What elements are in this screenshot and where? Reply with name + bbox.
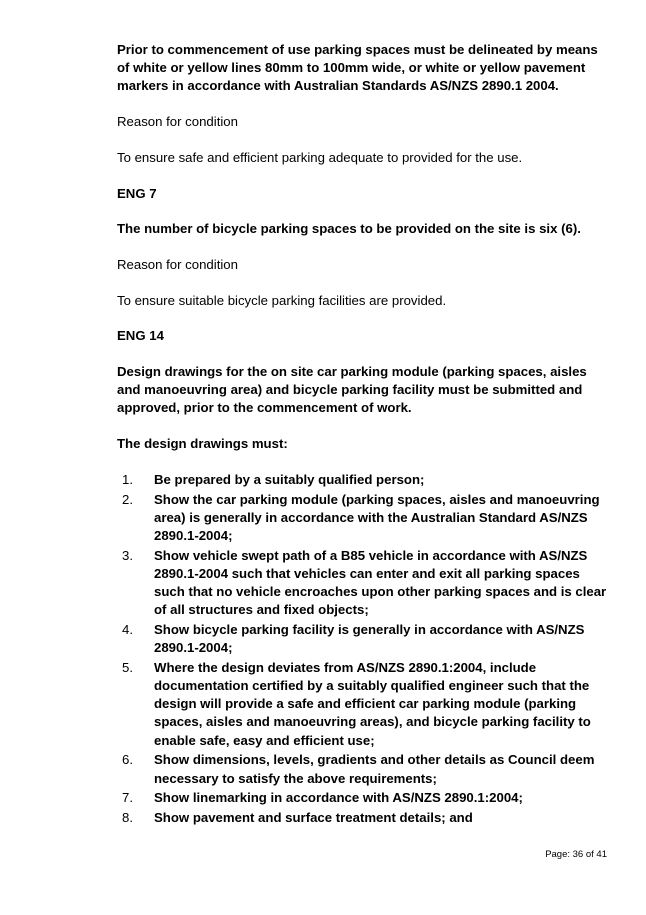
- condition-text-linemarking: Prior to commencement of use parking spaces must be delineated by means of white or yellow lines 80mm to 100mm wide, or white or yellow pavement markers in accordance with Australian Standards AS/NZS 2890.1 2004.: [117, 42, 598, 94]
- list-number: 2.: [122, 491, 133, 507]
- list-text: Show linemarking in accordance with AS/NZS 2890.1:2004;: [154, 790, 523, 806]
- list-number: 8.: [122, 810, 133, 825]
- list-number: 6.: [122, 752, 133, 768]
- list-text: Show bicycle parking facility is generally in accordance with AS/NZS 2890.1-2004;: [154, 621, 585, 656]
- list-text: Show the car parking module (parking spaces, aisles and manoeuvring area) is generally in accordance with the Australian Standard AS/NZS 2890.1-2004;: [154, 491, 600, 543]
- list-text: Show vehicle swept path of a B85 vehicle in accordance with AS/NZS 2890.1-2004 such that vehicles can enter and exit all parking spaces such that no vehicle encroaches upon other parking spaces and is clear of all structures and fixed objects;: [154, 547, 607, 618]
- condition-text-bicycle-spaces: The number of bicycle parking spaces to be provided on the site is six (6).: [117, 221, 581, 237]
- list-text: Show dimensions, levels, gradients and other details as Council deem necessary to satisfy the above requirements;: [154, 752, 595, 786]
- reason-text: To ensure safe and efficient parking adequate to provided for the use.: [117, 149, 523, 165]
- list-item: [117, 471, 612, 489]
- list-item: [117, 547, 612, 620]
- list-number: 4.: [122, 621, 133, 637]
- reason-heading: Reason for condition: [117, 114, 238, 130]
- list-item: [117, 809, 612, 827]
- page-number: Page: 36 of 41: [545, 849, 607, 860]
- condition-code-eng7: ENG 7: [117, 185, 157, 201]
- requirements-list: [117, 471, 612, 827]
- list-number: 3.: [122, 547, 133, 563]
- list-intro: The design drawings must:: [117, 436, 288, 452]
- list-item: [117, 491, 612, 546]
- list-item: [117, 789, 612, 807]
- list-number: 7.: [122, 790, 133, 806]
- list-number: 5.: [122, 659, 133, 675]
- list-text: Where the design deviates from AS/NZS 2890.1:2004, include documentation certified by a suitably qualified engineer such that the design will provide a safe and efficient car parking module (parking spaces, aisles and manoeuvring areas), and bicycle parking facility to enable safe, easy and efficient use;: [154, 659, 591, 748]
- list-item: [117, 751, 612, 787]
- reason-text: To ensure suitable bicycle parking facilities are provided.: [117, 292, 447, 308]
- list-text: Be prepared by a suitably qualified person;: [154, 471, 425, 487]
- condition-code-eng14: ENG 14: [117, 328, 164, 344]
- document-body: [117, 41, 612, 829]
- list-item: [117, 621, 612, 657]
- list-text: Show pavement and surface treatment details; and: [154, 810, 473, 825]
- list-number: 1.: [122, 471, 133, 487]
- reason-heading: Reason for condition: [117, 256, 238, 272]
- condition-text-design-drawings: Design drawings for the on site car parking module (parking spaces, aisles and manoeuvring area) and bicycle parking facility must be submitted and approved, prior to the commencement of work.: [117, 364, 587, 416]
- list-item: [117, 659, 612, 750]
